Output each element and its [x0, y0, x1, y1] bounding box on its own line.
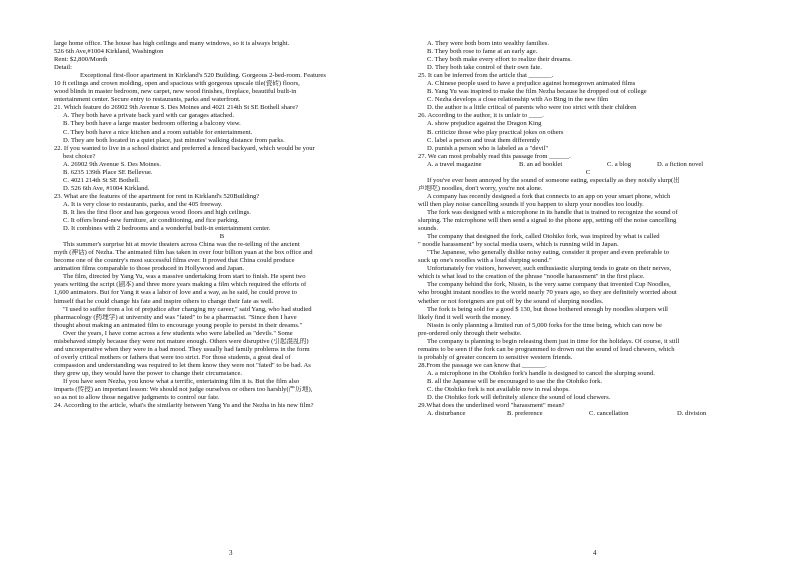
option-line: A. a microphone in the Otohiko fork's handle is designed to cancel the slurping sound. — [427, 369, 655, 377]
option-a: A. disturbance — [427, 410, 466, 418]
text-line: If you have seen Nezha, you know what a terrific, entertaining film it is. But the film also — [63, 377, 300, 385]
option-line: D. the author is a little critical of parents who were too strict with their children — [427, 104, 637, 112]
option-line: D. They both take control of their own fate. — [427, 64, 542, 72]
option-line: A. Chinese people used to have a prejudice against homegrown animated films — [427, 80, 636, 88]
text-line: pharmacology (药理学) at university and was "fated" to be a pharmacist. "Since then I have — [54, 313, 297, 321]
text-line: sounds. — [418, 225, 438, 233]
q29-options — [418, 410, 758, 418]
text-line: The fork is being sold for a good $ 130, but those bothered enough by noodles slurpers will — [427, 305, 669, 313]
question-29: 29.What does the underlined word "harassment" mean? — [418, 402, 565, 410]
text-line: This summer's surprise hit at movie theaters across China was the re-telling of the ancient — [63, 241, 300, 249]
option-b: B. an ad booklet — [519, 160, 563, 168]
text-line: Detail: — [54, 64, 72, 72]
text-line: 声地吃) noodles, don't worry, you're not alone. — [418, 184, 543, 192]
text-line: animation films comparable to those produced in Hollywood and Japan. — [54, 265, 245, 273]
text-line: they grew up, they would have the power to change their circumstance. — [54, 369, 243, 377]
question-25: 25. It can be inferred from the article that _______. — [418, 72, 554, 80]
text-line: The film, directed by Yang Yu, was a massive undertaking from start to finish. He spent two — [63, 273, 306, 281]
section-heading-b: B — [219, 233, 225, 241]
text-line: become one of the country's most successful films ever. It proved that China could produce — [54, 257, 295, 265]
text-line: years writing the script (剧本) and three more years making a film which required the efforts of — [54, 281, 307, 289]
page-number-left: 3 — [229, 549, 233, 557]
text-line: best choice? — [63, 152, 96, 160]
text-line: himself that he could change his fate and inspire others to change their fate as well. — [54, 297, 274, 305]
option-d: D. a fiction novel — [657, 160, 704, 168]
text-line: wood blinds in master bedroom, new carpet, new wood finishes, fireplace, beautiful built-in — [54, 88, 297, 96]
text-line: compassion and understanding was required to let them know they were not "fated" to be bad. As — [54, 361, 311, 369]
text-line: myth (神话) of Nezha. The animated film has taken in over four billion yuan at the box office and — [54, 249, 313, 257]
option-c: C. a blog — [607, 160, 631, 168]
option-line: A. It is very close to restaurants, parks, and the 405 freeway. — [63, 200, 223, 208]
text-line: large home office. The house has high ceilings and many windows, so it is always bright. — [54, 40, 290, 47]
text-line: Rent: $2,800/Month — [54, 56, 108, 64]
text-line: suck up one's noodles with a loud slurping sound." — [418, 257, 552, 265]
text-line: 10 ft ceilings and crown molding, open and spacious with gorgeous upscale tile(瓷砖) floors, — [54, 80, 300, 88]
option-a: A. a travel magazine — [427, 160, 482, 168]
option-line: A. They were both born into wealthy families. — [427, 40, 550, 47]
question-27: 27. We can most probably read this passage from ______. — [418, 152, 571, 160]
option-line: D. They are both located in a quiet place, just minutes' walking distance from parks. — [63, 136, 285, 144]
text-line: 526 6th Ave,#1004 Kirkland, Washington — [54, 48, 164, 56]
text-line: which is what lead to the creation of the phrase "noodle harassment" in the first place. — [418, 273, 645, 281]
option-line: C. They both make every effort to realize their dreams. — [427, 56, 572, 64]
option-line: B. all the Japanese will be encouraged to use the the Otohiko fork. — [427, 377, 603, 385]
option-line: C. the Otohiko fork is not available now in real shops. — [427, 386, 570, 394]
text-line: " noodle harassment" by social media users, which is running wild in Japan. — [418, 241, 619, 249]
option-line: B. It lies the first floor and has gorgeous wood floors and high ceilings. — [63, 208, 251, 216]
option-line: B. They both have a large master bedroom offering a balcony view. — [63, 120, 241, 128]
right-column — [418, 40, 758, 418]
text-line: whether or not foreigners are put off by the sound of slurping noodles. — [418, 297, 604, 305]
text-line: If you've ever been annoyed by the sound of someone eating, especially as they noisily slurp(出 — [427, 176, 680, 184]
option-b: B. preference — [507, 410, 543, 418]
text-line: misbehaved simply because they were not mature enough. Others were disruptive (引起混乱的) — [54, 337, 309, 345]
section-heading-c: C — [585, 168, 591, 176]
page-number-right: 4 — [593, 549, 597, 557]
option-line: B. Yang Yu was inspired to make the film Nezha because he dropped out of college — [427, 88, 647, 96]
question-26: 26. According to the author, it is unfair to ____. — [418, 112, 544, 120]
text-line: slurping. The microphone will then send a signal to the phone app, setting off the noise cancelling — [418, 217, 677, 225]
text-line: 1,600 animators. But for Yang it was a labor of love and a way, as he said, he could prove to — [54, 289, 297, 297]
text-line: The company behind the fork, Nissin, is the very same company that invented Cup Noodles, — [427, 281, 671, 289]
question-22: 22. If you wanted to live in a school district and preferred a fenced backyard, which would be your — [54, 144, 315, 152]
text-line: The company that designed the fork, called Otohiko fork, was inspired by what is called — [427, 233, 660, 241]
text-line: entertainment center. Secure entry to restaurants, parks and waterfront. — [54, 96, 241, 104]
text-line: Over the years, I have come across a few students who were labelled as "devils." Some — [63, 329, 293, 337]
text-line: so as not to allow those negative judgments to control our fate. — [54, 394, 220, 402]
text-line: "The Japanese, who generally dislike noisy eating, consider it proper and even preferable to — [427, 249, 669, 257]
option-line: A. show prejudice against the Dragon King — [427, 120, 542, 128]
option-line: C. It offers brand-new furniture, air conditioning, and fice parking. — [63, 217, 240, 225]
text-line: Exceptional first-floor apartment in Kirkland's 520 Building. Gorgeous 2-bed-room. Features — [80, 72, 326, 80]
text-line: likely find it well worth the money. — [418, 313, 512, 321]
text-line: who brought instant noodles to the world nearly 70 years ago, so they are definitely worried about — [418, 289, 677, 297]
option-line: A. They both have a private back yard with car garages attached. — [63, 112, 235, 120]
option-line: D. It combines with 2 bedrooms and a wonderful built-in entertainment center. — [63, 225, 271, 233]
text-line: Unfortunately for visitors, however, such enthusiastic slurping tends to grate on their nerves, — [427, 265, 672, 273]
option-line: B. criticize those who play practical jokes on others — [427, 128, 564, 136]
text-line: The fork was designed with a microphone in its handle that is trained to recognize the sound of — [427, 208, 678, 216]
option-d: D. division — [677, 410, 707, 418]
option-line: D. the Otohiko fork will definitely silence the sound of loud chewers. — [427, 394, 611, 402]
text-line: of overly critical mothers or fathers that were too strict. For those students, a great deal of — [54, 353, 291, 361]
text-line: The company is planning to begin releasing them just in time for the holidays. Of course, it still — [427, 337, 680, 345]
option-line: C. Nezha develops a close relationship with Ao Bing in the new film — [427, 96, 609, 104]
option-line: B. They both rose to fame at an early age. — [427, 48, 538, 56]
text-line: A company has recently designed a fork that connects to an app on your smart phone, which — [427, 192, 671, 200]
text-line: "I used to suffer from a lot of prejudice after changing my career," said Yang, who had studied — [63, 305, 312, 313]
left-column — [54, 40, 390, 410]
text-line: is probably of greater concern to sensitive western friends. — [418, 353, 573, 361]
text-line: imparts (传授) an important lesson: We should not judge ourselves or others too harshly(严厉地), — [54, 386, 313, 394]
q27-options — [418, 161, 758, 169]
text-line: will then play noise cancelling sounds if you happen to slurp your noodles too loudly. — [418, 200, 644, 208]
option-c: C. cancellation — [589, 410, 629, 418]
option-line: A. 26902 9th Avenue S. Des Moines. — [63, 160, 161, 168]
option-line: B. 6235 139th Place SE Bellevue. — [63, 168, 153, 176]
question-23: 23. What are the features of the apartment for rent in Kirkland's 520Building? — [54, 192, 260, 200]
option-line: D. punish a person who is labeled as a "devil" — [427, 144, 549, 152]
text-line: remains to be seen if the fork can be programmed to drown out the sound of loud chewers, which — [418, 345, 675, 353]
text-line: Nissin is only planning a limited run of 5,000 forks for the time being, which can now be — [427, 321, 662, 329]
text-line: thought about making an animated film to encourage young people to persist in their dreams." — [54, 321, 303, 329]
option-line: C. label a person and treat them differently — [427, 136, 541, 144]
option-line: C. They both have a nice kitchen and a room suitable for entertainment. — [63, 128, 253, 136]
text-line: pre-ordered only through their website. — [418, 329, 522, 337]
text-line: and uncooperative when they were in a bad mood. They usually had family problems in the form — [54, 345, 310, 353]
option-line: C. 4021 214th St SE Bothell. — [63, 176, 140, 184]
option-line: D. 526 6th Ave, #1004 Kirkland. — [63, 184, 150, 192]
question-21: 21. Which feature do 26902 9th Avenue S. Des Moines and 4021 214th St SE Bothell share? — [54, 104, 299, 112]
question-24: 24. According to the article, what's the similarity between Yang Yu and the Nezha in his new film? — [54, 402, 314, 410]
question-28: 28.From the passage we can know that _______. — [418, 361, 547, 369]
